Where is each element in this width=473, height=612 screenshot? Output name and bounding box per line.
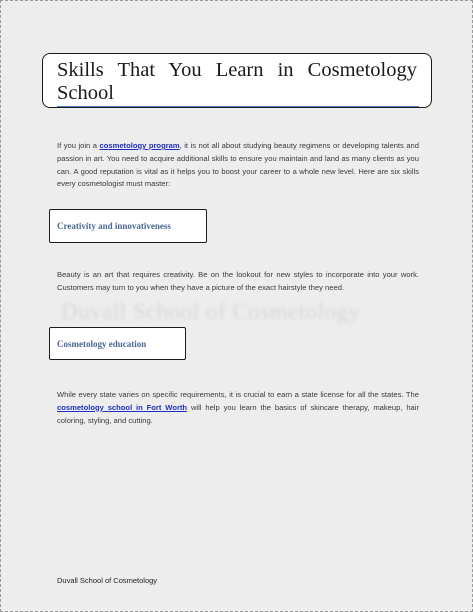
page-title: Skills That You Learn in Cosmetology School bbox=[57, 59, 417, 104]
cosmetology-program-link[interactable]: cosmetology program bbox=[99, 141, 180, 150]
intro-text-start: If you join a bbox=[57, 141, 100, 150]
intro-text-end: , it is not all about studying beauty regimens or developing talents and passion in art. You need to acquire additional skills to ensure you maintain and land as many clients as you can. A good reputation is vital as it helps you to boost your career to a whole new level. Here are six skills every cosmetologist must master: bbox=[57, 141, 419, 189]
fort-worth-school-link[interactable]: cosmetology school in Fort Worth bbox=[57, 402, 188, 412]
heading-creativity: Creativity and innovativeness bbox=[57, 221, 171, 231]
heading-box-creativity bbox=[49, 209, 207, 243]
heading-education: Cosmetology education bbox=[57, 338, 147, 349]
education-text-start: While every state varies on specific requirements, it is crucial to earn a state license for all the states. The bbox=[57, 390, 419, 399]
footer-text: Duvall School of Cosmetology bbox=[57, 576, 158, 585]
heading-box-education bbox=[49, 327, 186, 360]
education-text-end: will help you learn the basics of skincare therapy, makeup, hair coloring, styling, and cutting. bbox=[57, 402, 419, 425]
intro-paragraph bbox=[57, 140, 419, 191]
creativity-paragraph: Beauty is an art that requires creativity. Be on the lookout for new styles to incorporate into your work. Customers may turn to you when they have a picture of the exact hairstyle they need. bbox=[57, 270, 419, 292]
title-underline bbox=[57, 106, 419, 107]
watermark-text: Duvall School of Cosmetology bbox=[61, 299, 361, 324]
title-box bbox=[42, 53, 432, 108]
education-paragraph bbox=[57, 389, 419, 427]
